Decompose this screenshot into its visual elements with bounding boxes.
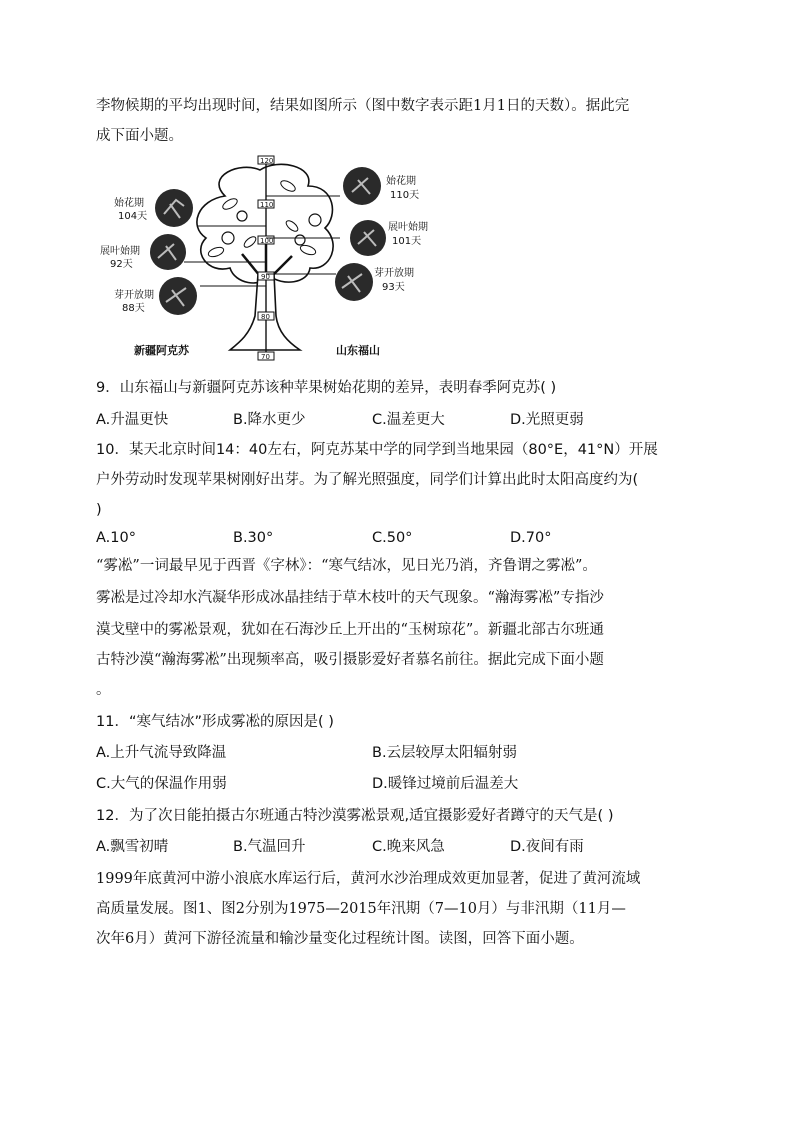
question-10-stem-line-2: 户外劳动时发现苹果树刚好出芽。为了解光照强度，同学们计算出此时太阳高度约为( [96, 472, 639, 488]
q12-option-b[interactable]: B.气温回升 [233, 839, 306, 855]
question-11-stem: 11．“寒气结冰”形成雾凇的原因是( ) [96, 714, 334, 730]
right-event-name-2: 展叶始期 [388, 222, 428, 233]
left-region-label: 新疆阿克苏 [134, 344, 189, 357]
right-event-days-1: 110天 [390, 190, 420, 201]
q11-option-d[interactable]: D.暖锋过境前后温差大 [372, 776, 519, 792]
q12-option-a[interactable]: A.飘雪初晴 [96, 839, 169, 855]
left-bud-icon [159, 277, 197, 315]
q12-option-d[interactable]: D.夜间有雨 [510, 839, 584, 855]
passage-2-line-5: 。 [96, 682, 111, 698]
right-event-name-3: 芽开放期 [374, 268, 414, 279]
q9-option-d[interactable]: D.光照更弱 [510, 412, 584, 428]
svg-text:110: 110 [260, 201, 274, 209]
svg-text:80: 80 [261, 313, 270, 321]
q11-option-c[interactable]: C.大气的保温作用弱 [96, 776, 227, 792]
q10-option-c[interactable]: C.50° [372, 530, 413, 546]
left-leaf-icon [150, 234, 186, 270]
passage-3-line-2: 高质量发展。图1、图2分别为1975—2015年汛期（7—10月）与非汛期（11月— [96, 901, 626, 917]
intro-line-2: 成下面小题。 [96, 128, 183, 144]
left-event-name-2: 展叶始期 [100, 246, 140, 257]
q9-option-a[interactable]: A.升温更快 [96, 412, 169, 428]
q9-option-c[interactable]: C.温差更大 [372, 412, 445, 428]
right-event-name-1: 始花期 [386, 176, 416, 187]
svg-text:90: 90 [261, 273, 270, 281]
passage-3-line-1: 1999年底黄河中游小浪底水库运行后，黄河水沙治理成效更加显著，促进了黄河流域 [96, 871, 641, 887]
question-9-stem: 9．山东福山与新疆阿克苏该种苹果树始花期的差异，表明春季阿克苏( ) [96, 380, 557, 396]
left-event-days-3: 88天 [122, 303, 145, 314]
q10-option-a[interactable]: A.10° [96, 530, 136, 546]
svg-text:100: 100 [260, 237, 274, 245]
svg-text:70: 70 [261, 353, 270, 361]
q12-option-c[interactable]: C.晚来风急 [372, 839, 445, 855]
question-12-stem: 12．为了次日能拍摄古尔班通古特沙漠雾凇景观,适宜摄影爱好者蹲守的天气是( ) [96, 808, 614, 824]
q11-option-a[interactable]: A.上升气流导致降温 [96, 745, 227, 761]
passage-2-line-1: “雾凇”一词最早见于西晋《字林》：“寒气结冰，见日光乃消，齐鲁谓之雾凇”。 [96, 558, 597, 574]
svg-text:120: 120 [260, 157, 274, 165]
left-event-name-3: 芽开放期 [114, 290, 154, 301]
tree-diagram [100, 156, 428, 364]
intro-line-1: 李物候期的平均出现时间，结果如图所示（图中数字表示距1月1日的天数）。据此完 [96, 98, 630, 114]
q9-option-b[interactable]: B.降水更少 [233, 412, 306, 428]
passage-2-line-4: 古特沙漠“瀚海雾凇”出现频率高，吸引摄影爱好者慕名前往。据此完成下面小题 [96, 652, 604, 668]
right-region-label: 山东福山 [336, 344, 380, 357]
q11-option-b[interactable]: B.云层较厚太阳辐射弱 [372, 745, 518, 761]
right-event-days-2: 101天 [392, 236, 422, 247]
passage-3-line-3: 次年6月）黄河下游径流量和输沙量变化过程统计图。读图，回答下面小题。 [96, 931, 584, 947]
q10-option-b[interactable]: B.30° [233, 530, 274, 546]
right-event-days-3: 93天 [382, 282, 405, 293]
passage-2-line-2: 雾凇是过冷却水汽凝华形成冰晶挂结于草木枝叶的天气现象。“瀚海雾凇”专指沙 [96, 590, 604, 606]
right-bud-icon [335, 263, 373, 301]
apple-tree-phenology-figure [100, 156, 428, 364]
left-event-days-2: 92天 [110, 259, 133, 270]
passage-2-line-3: 漠戈壁中的雾凇景观，犹如在石海沙丘上开出的“玉树琼花”。新疆北部古尔班通 [96, 622, 604, 638]
question-10-stem-line-3: ) [96, 502, 102, 518]
left-event-days-1: 104天 [118, 211, 148, 222]
q10-option-d[interactable]: D.70° [510, 530, 552, 546]
question-10-stem-line-1: 10．某天北京时间14：40左右，阿克苏某中学的同学到当地果园（80°E，41°N）开展 [96, 442, 658, 458]
left-event-name-1: 始花期 [114, 198, 144, 209]
